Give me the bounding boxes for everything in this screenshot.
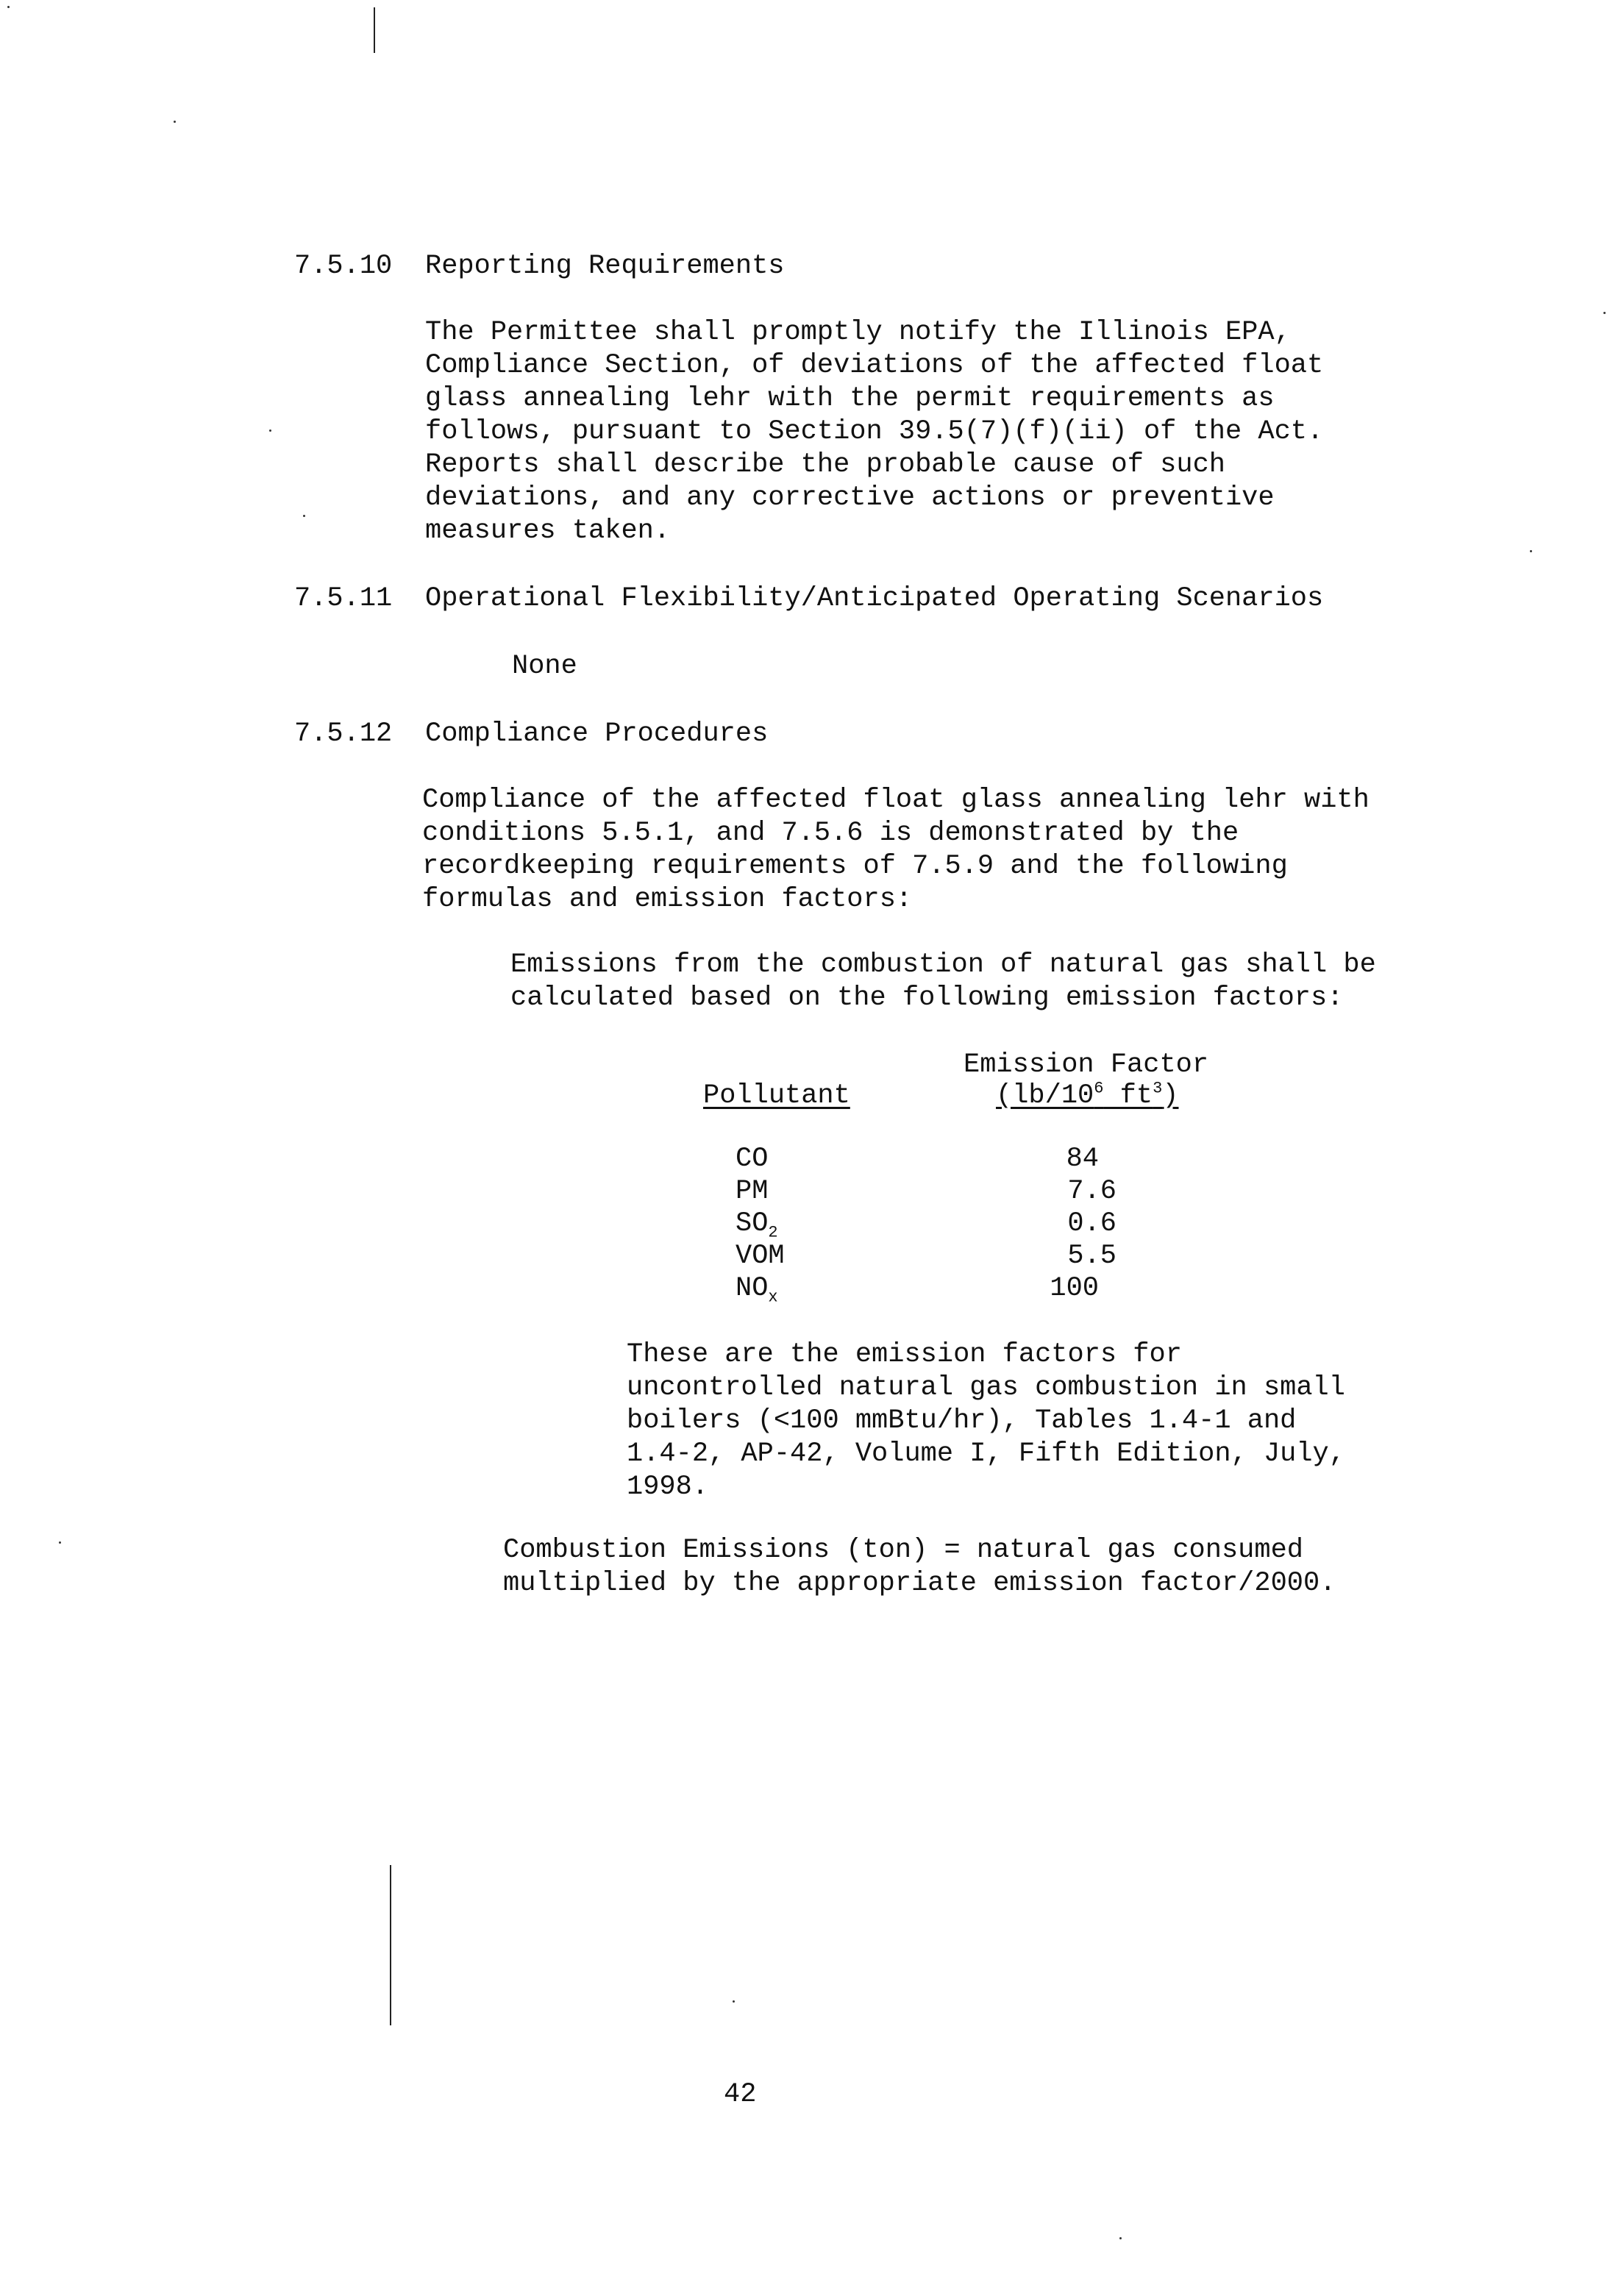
section-title-reporting-requirements: Reporting Requirements	[425, 251, 785, 282]
paragraph-line: follows, pursuant to Section 39.5(7)(f)(ii) of the Act.	[425, 416, 1324, 447]
factor-value-cell: 84	[1066, 1144, 1099, 1174]
table-header-factor-unit	[996, 1080, 1178, 1113]
paragraph-line: deviations, and any corrective actions or preventive	[425, 482, 1275, 513]
table-row	[0, 1143, 1624, 1176]
pollutant-cell	[736, 1175, 768, 1208]
scan-speck	[1119, 2237, 1122, 2239]
paragraph-line: Compliance of the affected float glass annealing lehr with	[422, 785, 1370, 816]
scan-speck	[174, 121, 176, 123]
note-line: 1.4-2, AP-42, Volume I, Fifth Edition, July,	[627, 1438, 1345, 1469]
paragraph-line: conditions 5.5.1, and 7.5.6 is demonstrated by the	[422, 818, 1239, 849]
section-title-compliance-procedures: Compliance Procedures	[425, 719, 769, 749]
scan-speck	[303, 515, 305, 517]
scan-speck	[733, 2000, 735, 2003]
section-title-operational-flexibility: Operational Flexibility/Anticipated Operating Scenarios	[425, 583, 1324, 614]
reporting-requirements-paragraph	[425, 316, 1323, 548]
table-header-pollutant: Pollutant	[703, 1080, 850, 1111]
paragraph-line: formulas and emission factors:	[422, 884, 913, 915]
formula-line: multiplied by the appropriate emission factor/2000.	[503, 1568, 1336, 1599]
paragraph-line: The Permittee shall promptly notify the Illinois EPA,	[425, 317, 1291, 348]
pollutant-subscript: 2	[768, 1223, 778, 1242]
table-row	[0, 1208, 1624, 1241]
note-line: These are the emission factors for	[627, 1339, 1182, 1370]
unit-text: (lb/10	[996, 1080, 1094, 1111]
pollutant-cell	[736, 1208, 778, 1241]
section-number-7-5-12: 7.5.12	[294, 719, 393, 749]
factor-value-cell: 0.6	[1067, 1208, 1116, 1239]
formula-line: Combustion Emissions (ton) = natural gas consumed	[503, 1535, 1303, 1566]
table-header-factor: Emission Factor	[964, 1049, 1209, 1080]
factor-value-cell: 5.5	[1067, 1241, 1116, 1272]
paragraph-line: recordkeeping requirements of 7.5.9 and the following	[422, 851, 1288, 882]
section-number-7-5-10: 7.5.10	[294, 251, 393, 282]
table-row	[0, 1272, 1624, 1305]
table-row	[0, 1175, 1624, 1208]
unit-text: ft	[1103, 1080, 1153, 1111]
paragraph-line: Emissions from the combustion of natural gas shall be	[510, 949, 1376, 980]
emissions-intro-paragraph	[510, 949, 1376, 1015]
scan-speck	[7, 6, 10, 8]
note-line: uncontrolled natural gas combustion in small	[627, 1372, 1345, 1403]
paragraph-line: measures taken.	[425, 516, 671, 546]
factor-value-cell: 100	[1050, 1273, 1099, 1304]
table-row	[0, 1240, 1624, 1273]
scan-mark-top	[374, 7, 375, 53]
pollutant-name: PM	[736, 1176, 769, 1207]
pollutant-cell	[736, 1240, 785, 1273]
pollutant-name: SO	[736, 1208, 769, 1239]
section-number-7-5-11: 7.5.11	[294, 583, 393, 614]
paragraph-line: Compliance Section, of deviations of the affected float	[425, 350, 1324, 381]
pollutant-name: VOM	[736, 1241, 785, 1272]
pollutant-cell	[736, 1143, 768, 1176]
scan-speck	[1603, 312, 1606, 314]
scan-speck	[59, 1541, 61, 1544]
section-body-none: None	[512, 651, 577, 682]
unit-text: )	[1162, 1080, 1179, 1111]
unit-exponent: 3	[1153, 1079, 1163, 1098]
scan-mark-bottom	[390, 1865, 391, 2025]
page-number: 42	[724, 2079, 757, 2110]
unit-exponent: 6	[1094, 1079, 1104, 1098]
pollutant-cell	[736, 1272, 778, 1305]
paragraph-line: glass annealing lehr with the permit requirements as	[425, 383, 1275, 414]
combustion-emissions-formula	[503, 1534, 1336, 1600]
pollutant-name: NO	[736, 1273, 769, 1304]
pollutant-name: CO	[736, 1144, 769, 1174]
emission-factor-source-note	[627, 1338, 1345, 1504]
note-line: 1998.	[627, 1472, 709, 1502]
scan-speck	[1530, 550, 1532, 552]
scan-speck	[269, 429, 271, 432]
compliance-paragraph	[422, 784, 1370, 916]
factor-value-cell: 7.6	[1067, 1176, 1116, 1207]
note-line: boilers (<100 mmBtu/hr), Tables 1.4-1 and	[627, 1405, 1297, 1436]
paragraph-line: Reports shall describe the probable cause of such	[425, 449, 1225, 480]
paragraph-line: calculated based on the following emission factors:	[510, 983, 1344, 1013]
pollutant-subscript: x	[768, 1288, 778, 1307]
